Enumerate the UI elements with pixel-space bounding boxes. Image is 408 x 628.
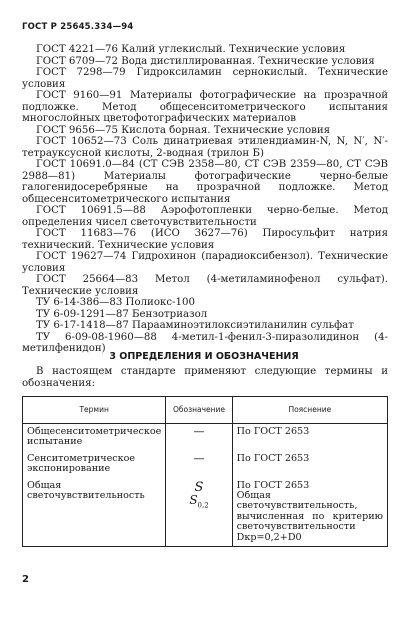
reference-item: ГОСТ 7298—79 Гидроксиламин сернокислый. Технические условия — [22, 67, 388, 90]
reference-item: ГОСТ 10691.5—88 Аэрофотопленки черно-белые. Метод определения чисел светочувствительности — [22, 205, 388, 228]
symbol-s: S — [194, 479, 204, 495]
term-cell: Общая светочувствительность — [23, 478, 166, 547]
table-row — [23, 424, 388, 451]
terms-table — [22, 396, 388, 547]
reference-item: ГОСТ 4221—76 Калий углекислый. Технические условия — [36, 44, 346, 55]
intro-text: В настоящем стандарте применяют следующие термины и обозначения: — [22, 366, 388, 389]
column-header-symbol: Обозначение — [166, 397, 232, 424]
symbol-cell: — — [166, 424, 232, 451]
reference-item: ГОСТ 11683—76 (ИСО 3627—76) Пиросульфит натрия технический. Технические условия — [22, 228, 388, 251]
symbol-cell — [166, 478, 232, 547]
page-header: ГОСТ Р 25645.334—94 — [22, 22, 134, 32]
reference-item: ГОСТ 9160—91 Материалы фотографические на прозрачной подложке. Метод общесенситометрического испытания многослойных цветофотографических материалов — [22, 90, 388, 124]
term-cell: Сенситометрическое экспонирование — [23, 451, 166, 478]
reference-item: ГОСТ 9656—75 Кислота борная. Технические условия — [36, 124, 331, 136]
reference-list — [22, 44, 388, 355]
symbol-cell: — — [166, 451, 232, 478]
table-row — [23, 478, 388, 547]
symbol-s02 — [170, 494, 227, 512]
explanation-cell: По ГОСТ 2653 — [232, 451, 387, 478]
symbol-s02-subscript: 0,2 — [197, 501, 209, 510]
reference-item: ГОСТ 10652—73 Соль динатриевая этилендиамин-N, N, N′, N′-тетрауксусной кислоты, 2-водная (трилон Б) — [22, 136, 388, 159]
reference-item: ТУ 6-09-08-1960—88 4-метил-1-фенил-3-пиразолидинон (4-метилфенидон) — [22, 331, 388, 354]
table-header-row — [23, 397, 388, 424]
column-header-explanation: Пояснение — [232, 397, 387, 424]
reference-item: ГОСТ 19627—74 Гидрохинон (парадиоксибензол). Технические условия — [22, 251, 388, 274]
reference-item: ГОСТ 25664—83 Метол (4-метиламинофенол сульфат). Технические условия — [22, 274, 388, 297]
symbol-s02-base: S — [189, 492, 198, 507]
reference-item: ТУ 6-17-1418—87 Парааминоэтилоксиэтиланилин сульфат — [36, 320, 354, 331]
section-title: 3 ОПРЕДЕЛЕНИЯ И ОБОЗНАЧЕНИЯ — [109, 351, 299, 362]
term-cell: Общесенситометрическое испытание — [23, 424, 166, 451]
explanation-line: По ГОСТ 2653 — [236, 479, 310, 491]
explanation-cell — [232, 478, 387, 547]
reference-item: ГОСТ 10691.0—84 (СТ СЭВ 2358—80, СТ СЭВ 2359—80, СТ СЭВ 2988—81) Материалы фотографические черно-белые галогенидосеребряные на прозрачной подложке. Метод общесенситометрического испытания — [22, 159, 388, 205]
reference-item: ТУ 6-09-1291—87 Бензотриазол — [36, 308, 208, 320]
reference-item: ГОСТ 6709—72 Вода дистиллированная. Технические условия — [36, 55, 375, 67]
table-row — [23, 451, 388, 478]
page-number: 2 — [22, 574, 29, 585]
explanation-cell: По ГОСТ 2653 — [232, 424, 387, 451]
column-header-term: Термин — [23, 397, 166, 424]
explanation-detail: Общая светочувствительность, вычисленная по критерию светочувствительности Dкр=0,2+D0 — [236, 490, 383, 543]
reference-item: ТУ 6-14-386—83 Полиокс-100 — [36, 297, 195, 308]
